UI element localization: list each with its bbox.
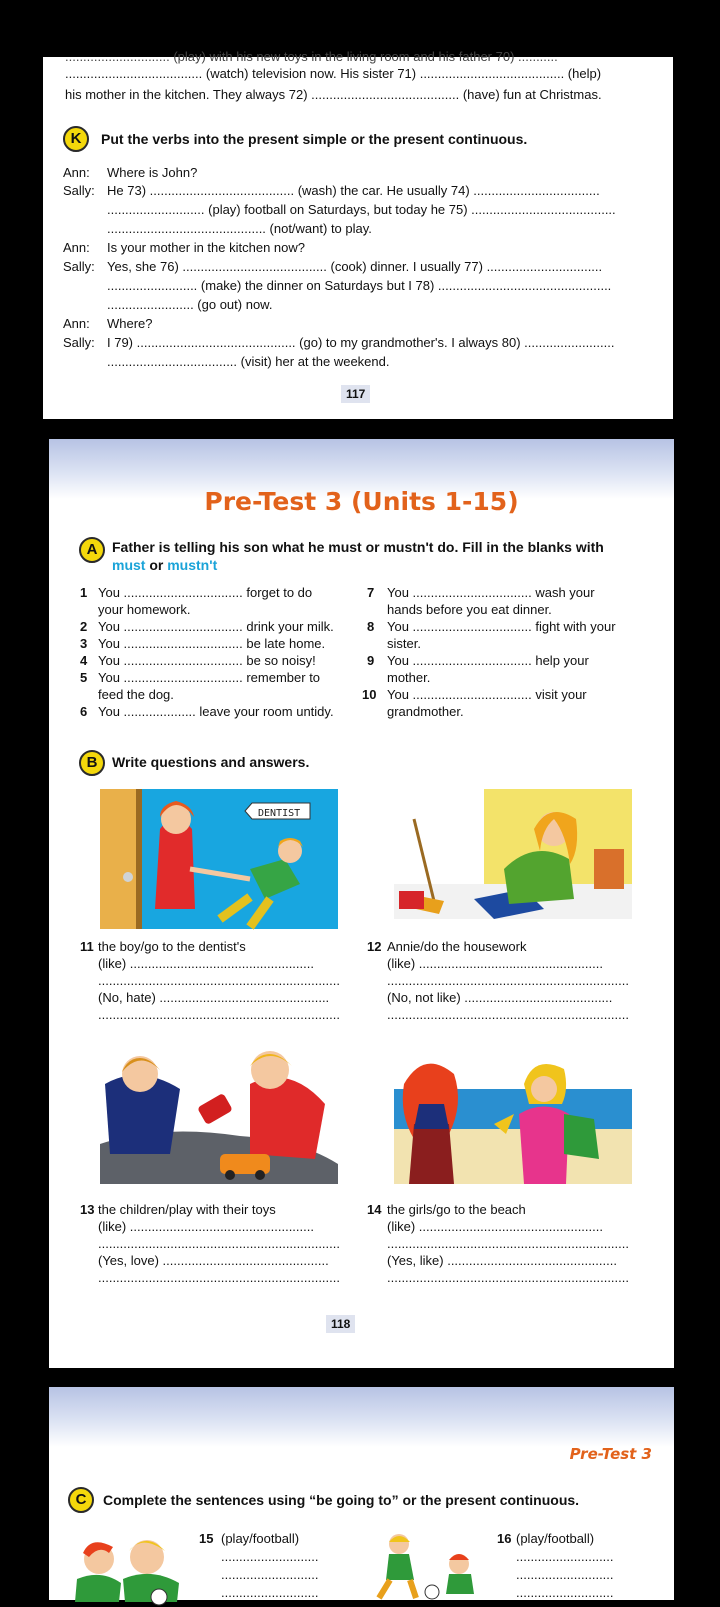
exercise-line: mother. xyxy=(387,670,431,685)
section-b-badge: B xyxy=(79,750,105,776)
answer-line: (like) ................................................... xyxy=(387,1219,603,1234)
item-number: 2 xyxy=(80,619,88,634)
exercise-line: hands before you eat dinner. xyxy=(387,602,552,617)
speaker-label: Sally: xyxy=(63,259,95,274)
speaker-label: Ann: xyxy=(63,316,90,331)
answer-line: ........................... xyxy=(221,1567,319,1582)
page-title: Pre-Test 3 (Units 1-15) xyxy=(204,487,519,516)
exercise-line: You ................................. be so noisy! xyxy=(98,653,316,668)
dialogue-line: Yes, she 76) ........................................ (cook) dinner. I usually 77) ................................ xyxy=(107,259,603,274)
answer-line: ................................................................... xyxy=(98,1270,340,1285)
answer-line: ........................... xyxy=(221,1585,319,1600)
exercise-line: your homework. xyxy=(98,602,191,617)
item-number: 8 xyxy=(367,619,375,634)
answer-line: ................................................................... xyxy=(98,1007,340,1022)
item-number: 15 xyxy=(199,1531,214,1546)
section-a-instruction: Father is telling his son what he must or mustn't do. Fill in the blanks with xyxy=(112,539,604,555)
exercise-line: You ................................. be late home. xyxy=(98,636,326,651)
housework-illustration xyxy=(394,789,632,919)
dialogue-line: Is your mother in the kitchen now? xyxy=(107,240,305,255)
answer-line: ................................................................... xyxy=(98,973,340,988)
exercise-line: You ................................. fight with your xyxy=(387,619,616,634)
item-number: 11 xyxy=(80,939,94,954)
exercise-line: You ................................. remember to xyxy=(98,670,321,685)
football-illustration-2 xyxy=(354,1522,504,1600)
exercise-line: grandmother. xyxy=(387,704,464,719)
exercise-line: his mother in the kitchen. They always 72) ......................................... (have) fun at Christmas. xyxy=(65,87,602,102)
item-number: 10 xyxy=(362,687,377,702)
exercise-line: ............................. (play) with his new toys in the living room and his father 70) ........... xyxy=(65,49,558,64)
header-band xyxy=(49,1387,674,1447)
option-must: must xyxy=(112,557,146,573)
section-k-instruction: Put the verbs into the present simple or the present continuous. xyxy=(101,131,528,147)
exercise-line: You .................... leave your room untidy. xyxy=(98,704,334,719)
item-number: 6 xyxy=(80,704,88,719)
question-prompt: (play/football) xyxy=(516,1531,595,1546)
answer-line: (like) ................................................... xyxy=(387,956,603,971)
answer-line: (Yes, like) ............................................... xyxy=(387,1253,617,1268)
dialogue-line: ............................................ (not/want) to play. xyxy=(107,221,372,236)
answer-line: ................................................................... xyxy=(387,1007,629,1022)
speaker-label: Sally: xyxy=(63,183,95,198)
section-c-badge: C xyxy=(68,1487,94,1513)
item-number: 4 xyxy=(80,653,88,668)
dialogue-line: .................................... (visit) her at the weekend. xyxy=(107,354,390,369)
section-c-instruction: Complete the sentences using “be going to” or the present continuous. xyxy=(103,1492,580,1508)
dentist-illustration xyxy=(100,789,338,929)
item-number: 5 xyxy=(80,670,88,685)
answer-line: ................................................................... xyxy=(387,973,629,988)
dialogue-line: ........................ (go out) now. xyxy=(107,297,273,312)
dialogue-line: Where? xyxy=(107,316,153,331)
exercise-line: feed the dog. xyxy=(98,687,174,702)
exercise-line: You ................................. visit your xyxy=(387,687,587,702)
speaker-label: Sally: xyxy=(63,335,95,350)
section-k-badge: K xyxy=(63,126,89,152)
exercise-line: You ................................. drink your milk. xyxy=(98,619,334,634)
exercise-line: You ................................. wash your xyxy=(387,585,595,600)
answer-line: (Yes, love) .............................................. xyxy=(98,1253,329,1268)
exercise-line: You ................................. forget to do xyxy=(98,585,313,600)
section-b-instruction: Write questions and answers. xyxy=(112,754,310,770)
question-prompt: the children/play with their toys xyxy=(98,1202,276,1217)
option-mustnt: mustn't xyxy=(167,557,218,573)
dialogue-line: ......................... (make) the dinner on Saturdays but I 78) ................................................ xyxy=(107,278,612,293)
question-prompt: the boy/go to the dentist's xyxy=(98,939,246,954)
football-illustration-1 xyxy=(61,1527,196,1602)
answer-line: ........................... xyxy=(516,1567,614,1582)
beach-illustration xyxy=(394,1044,632,1184)
section-a-badge: A xyxy=(79,537,105,563)
item-number: 16 xyxy=(497,1531,512,1546)
dialogue-line: I 79) ............................................ (go) to my grandmother's. I always 80) ......................... xyxy=(107,335,615,350)
exercise-line: You ................................. help your xyxy=(387,653,589,668)
page-119 xyxy=(49,1387,674,1600)
exercise-line: sister. xyxy=(387,636,421,651)
answer-line: ................................................................... xyxy=(98,1236,340,1251)
item-number: 12 xyxy=(367,939,382,954)
answer-line: ........................... xyxy=(516,1585,614,1600)
answer-line: (No, not like) ......................................... xyxy=(387,990,613,1005)
toys-illustration xyxy=(100,1044,338,1184)
exercise-line: ...................................... (watch) television now. His sister 71) ........................................ (help) xyxy=(65,66,602,81)
question-prompt: Annie/do the housework xyxy=(387,939,527,954)
answer-line: ........................... xyxy=(221,1549,319,1564)
dialogue-line: Where is John? xyxy=(107,165,198,180)
answer-line: (No, hate) ............................................... xyxy=(98,990,330,1005)
answer-line: ........................... xyxy=(516,1549,614,1564)
dialogue-line: ........................... (play) football on Saturdays, but today he 75) ........................................ xyxy=(107,202,616,217)
section-a-options xyxy=(112,557,217,574)
question-prompt: the girls/go to the beach xyxy=(387,1202,526,1217)
option-or: or xyxy=(149,557,164,573)
dialogue-line: He 73) ........................................ (wash) the car. He usually 74) ................................... xyxy=(107,183,600,198)
answer-line: (like) ................................................... xyxy=(98,956,314,971)
page-117 xyxy=(43,49,673,419)
item-number: 13 xyxy=(80,1202,95,1217)
speaker-label: Ann: xyxy=(63,165,90,180)
item-number: 3 xyxy=(80,636,88,651)
item-number: 14 xyxy=(367,1202,382,1217)
speaker-label: Ann: xyxy=(63,240,90,255)
answer-line: ................................................................... xyxy=(387,1270,629,1285)
running-header: Pre-Test 3 xyxy=(569,1445,652,1463)
question-prompt: (play/football) xyxy=(221,1531,300,1546)
answer-line: ................................................................... xyxy=(387,1236,629,1251)
item-number: 1 xyxy=(80,585,88,600)
dentist-sign: DENTIST xyxy=(258,808,301,819)
item-number: 7 xyxy=(367,585,375,600)
item-number: 9 xyxy=(367,653,375,668)
page-118 xyxy=(49,439,674,1368)
page-number: 117 xyxy=(341,385,370,403)
answer-line: (like) ................................................... xyxy=(98,1219,314,1234)
page-number: 118 xyxy=(326,1315,355,1333)
